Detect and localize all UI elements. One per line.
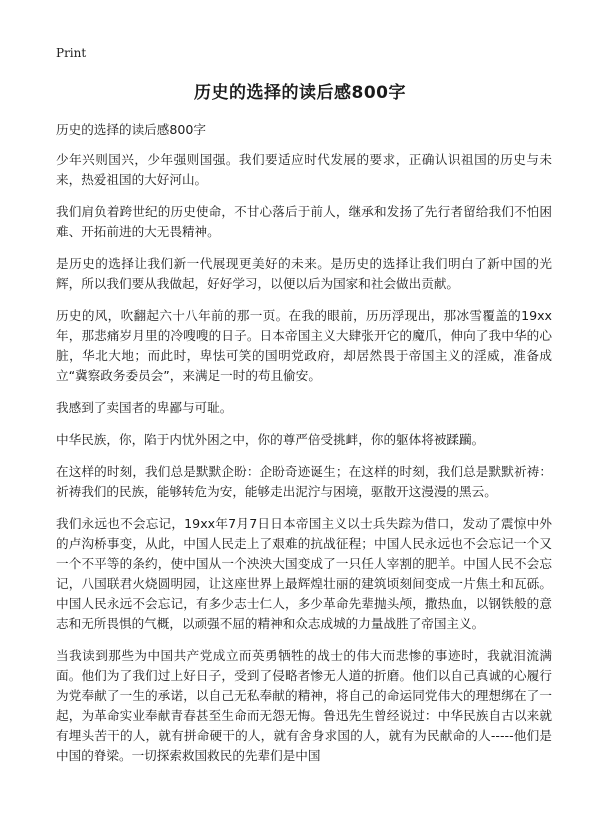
paragraph-7: 在这样的时刻，我们总是默默企盼：企盼奇迹诞生；在这样的时刻，我们总是默默祈祷：祈祷我们的民族，能够转危为安，能够走出泥泞与困境，驱散开这漫漫的黑云。 — [56, 464, 552, 499]
page-title: 历史的选择的读后感800字 — [194, 83, 406, 103]
paragraph-9: 当我读到那些为中国共产党成立而英勇牺牲的战士的伟大而悲惨的事迹时，我就泪流满面。他们为了我们过上好日子，受到了侵略者惨无人道的折磨。他们以自己真诚的心履行为党奉献了一生的承诺，以自己无私奉献的精神，将自己的命运同党伟大的理想绑在了一起，为革命实业奉献青春甚至生命而无怨无悔。鲁迅先生曾经说过：中华民族自古以来就有埋头苦干的人，就有拼命硬干的人，就有舍身求国的人，就有为民献命的人-----他们是中国的脊梁。一切探索救国救民的先辈们是中国 — [56, 648, 552, 763]
paragraph-4: 历史的风，吹翻起六十八年前的那一页。在我的眼前，历历浮现出，那冰雪覆盖的19xx年，那悲痛岁月里的冷嗖嗖的日子。日本帝国主义大肆张开它的魔爪，伸向了我中华的心脏，华北大地；而此时，卑怯可笑的国明党政府，却居然畏于帝国主义的淫威，准备成立“冀察政务委员会”，来满足一时的苟且偷安。 — [56, 308, 552, 383]
print-link[interactable]: Print — [56, 46, 87, 60]
paragraph-1: 少年兴则国兴，少年强则国强。我们要适应时代发展的要求，正确认识祖国的历史与未来，热爱祖国的大好河山。 — [56, 152, 552, 187]
paragraph-6: 中华民族，你，陷于内忧外困之中，你的尊严倍受挑衅，你的躯体将被蹂躏。 — [56, 432, 485, 447]
article-body — [56, 120, 552, 778]
paragraph-3: 是历史的选择让我们新一代展现更美好的未来。是历史的选择让我们明白了新中国的光辉，所以我们要从我做起，好好学习，以便以后为国家和社会做出贡献。 — [56, 256, 552, 291]
article-subtitle: 历史的选择的读后感800字 — [56, 122, 206, 137]
paragraph-2: 我们肩负着跨世纪的历史使命，不甘心落后于前人，继承和发扬了先行者留给我们不怕困难、开拓前进的大无畏精神。 — [56, 204, 552, 239]
paragraph-5: 我感到了卖国者的卑鄙与可耻。 — [56, 400, 233, 415]
paragraph-8: 我们永远也不会忘记，19xx年7月7日日本帝国主义以士兵失踪为借口，发动了震惊中外的卢沟桥事变，从此，中国人民走上了艰难的抗战征程；中国人民永远也不会忘记一个又一个不平等的条约，使中国从一个泱泱大国变成了一只任人宰割的肥羊。中国人民不会忘记，八国联君火烧圆明园，让这座世界上最辉煌壮丽的建筑顷刻间变成一片焦土和瓦砾。中国人民永远不会忘记，有多少志士仁人，多少革命先辈抛头颅，撒热血，以钢铁般的意志和无所畏惧的气概，以顽强不屈的精神和众志成城的力量战胜了帝国主义。 — [56, 516, 552, 631]
